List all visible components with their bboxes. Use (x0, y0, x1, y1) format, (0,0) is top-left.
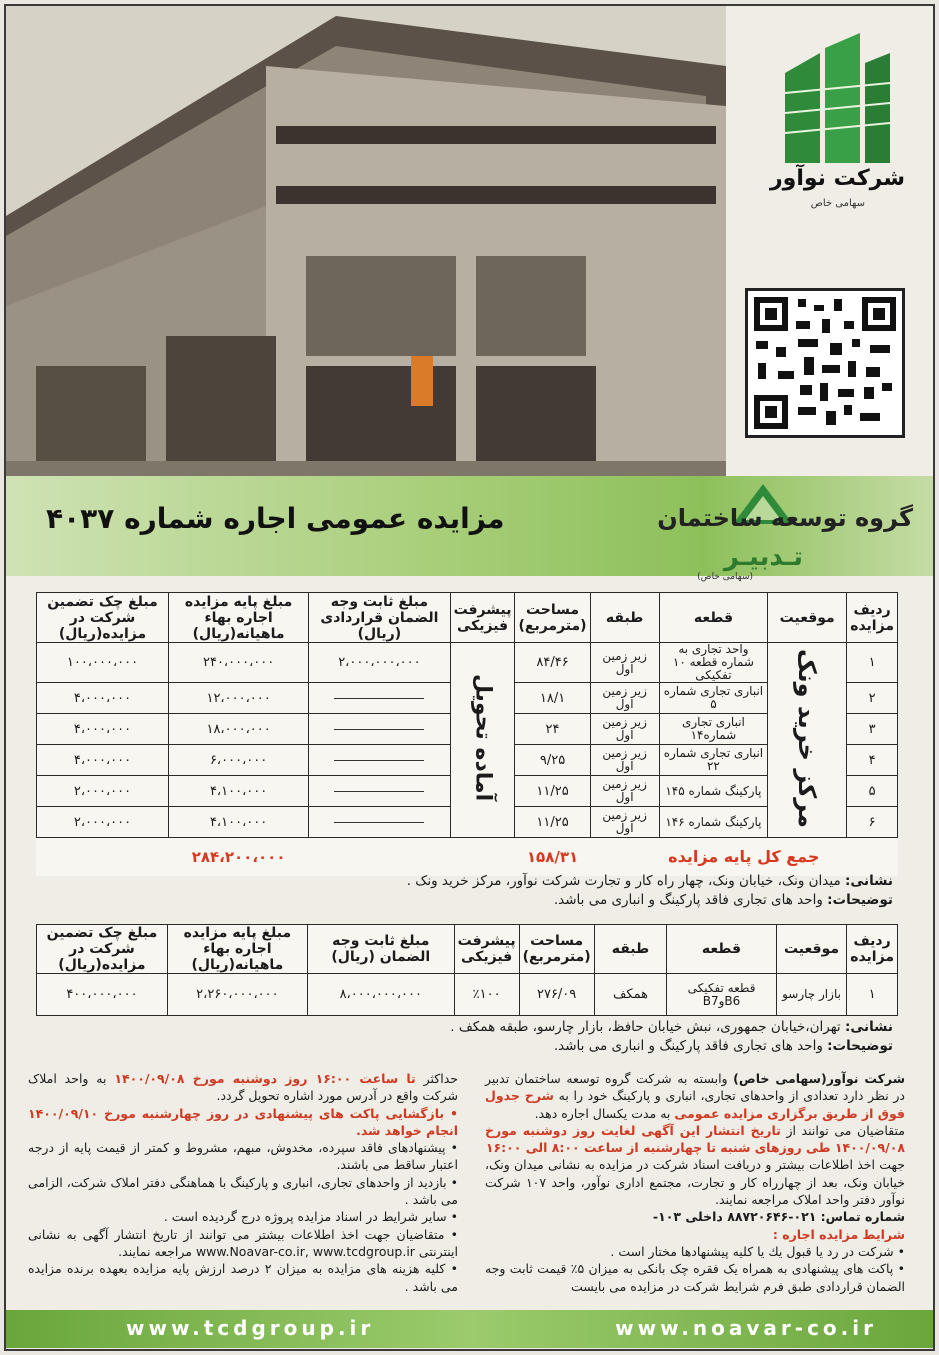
empty-cell (309, 838, 450, 876)
floor-cell: زیر زمین اول (590, 776, 659, 807)
intro-highlight: شرح جدول فوق از طریق برگزاری مزایده عمومی (485, 1088, 905, 1121)
floor-cell: همکف (594, 974, 667, 1016)
col-header: مبلغ ثابت وجه الضمان قراردادی (ریال) (309, 593, 450, 643)
col-header: پیشرفت فیزیکی (450, 593, 515, 643)
phone-line: شماره تماس: ۰۲۱-۸۸۷۲۰۶۴۶ داخلی ۱۰۳- (652, 1209, 905, 1225)
col-header: موقعیت (776, 925, 846, 974)
address-text: میدان ونک، خیابان ونک، چهار راه کار و تجارت شرکت نوآور، مرکز خرید ونک . (406, 873, 841, 889)
table-row (37, 974, 898, 1016)
deadline-end: به واحد املاک شرکت واقع در آدرس مورد اشاره تحویل گردد. (28, 1071, 458, 1104)
condition-item: • بازگشایی پاکت های پیشنهادی در روز چهارشنبه مورخ ۱۴۰۰/۰۹/۱۰ انجام خواهد شد. (28, 1105, 458, 1140)
description-text: واحد های تجاری فاقد پارکینگ و انباری می باشد. (553, 892, 823, 908)
condition-item: • متقاضیان جهت اخذ اطلاعات بیشتر می توانند از تاریخ انتشار آگهی به نشانی اینترنتی www.Noavar-co.ir, www.tcdgroup.ir مراجعه نمایند. (28, 1226, 458, 1261)
location-cell: بازار چارسو (776, 974, 846, 1016)
check-amount-cell: ۴،۰۰۰،۰۰۰ (37, 683, 169, 714)
floor-cell: زیر زمین اول (590, 807, 659, 838)
description-label: توضیحات: (827, 892, 893, 908)
total-row (37, 838, 898, 876)
deadline-text: حداکثر (415, 1071, 458, 1086)
group-title: گروه توسعه ساختمان (657, 504, 913, 532)
schedule-highlight: تاریخ انتشار این آگهی لغایت روز دوشنبه مورخ ۱۴۰۰/۰۹/۰۸ طی روزهای شنبه تا چهارشنبه از ساعت ۸:۰۰ الی ۱۶:۰۰ (485, 1122, 905, 1156)
base-price-cell: ۴،۱۰۰،۰۰۰ (168, 776, 308, 807)
empty-dash (334, 729, 424, 730)
check-amount-cell: ۲،۰۰۰،۰۰۰ (37, 807, 169, 838)
col-header: قطعه (659, 593, 768, 643)
conditions-right-column (485, 1070, 905, 1295)
deadline-highlight: تا ساعت ۱۶:۰۰ روز دوشنبه مورخ ۱۴۰۰/۰۹/۰۸ (114, 1071, 416, 1086)
floor-cell: زیر زمین اول (590, 643, 659, 683)
condition-item: • کلیه هزینه های مزایده به میزان ۲ درصد ارزش پایه مزایده بعهده برنده مزایده می باشد . (28, 1260, 458, 1295)
area-cell: ۸۴/۴۶ (515, 643, 590, 683)
condition-item: • شرکت در رد یا قبول یك یا کلیه پیشنهادها مختار است . (485, 1243, 905, 1260)
location-text: مرکز خرید ونک (793, 648, 822, 828)
company-logo-icon (775, 28, 895, 178)
progress-cell: ٪۱۰۰ (454, 974, 519, 1016)
col-header: مبلغ ثابت وجه الضمان (ریال) (307, 925, 454, 974)
empty-cell (37, 838, 169, 876)
col-header: ردیف مزایده (847, 593, 898, 643)
col-header: پیشرفت فیزیکی (454, 925, 519, 974)
conditions-title: شرایط مزایده اجاره : (772, 1226, 905, 1242)
schedule-paragraph (485, 1122, 905, 1157)
base-price-cell: ۶،۰۰۰،۰۰۰ (168, 745, 308, 776)
vanak-notes (407, 872, 893, 910)
qr-code-icon (745, 288, 905, 438)
check-amount-cell: ۲،۰۰۰،۰۰۰ (37, 776, 169, 807)
conditions-left-column (28, 1070, 458, 1295)
progress-text: آماده تحویل (470, 674, 496, 802)
area-cell: ۱۸/۱ (515, 683, 590, 714)
unit-cell: پارکینگ شماره ۱۴۶ (659, 807, 768, 838)
auction-table-vanak (36, 592, 898, 876)
row-number: ۴ (847, 745, 898, 776)
base-price-cell: ۲۴۰،۰۰۰،۰۰۰ (168, 643, 308, 683)
auction-table-charsou (36, 924, 898, 1016)
col-header: مبلغ پایه مزایده اجاره بهاء ماهیانه(ریال) (168, 593, 308, 643)
deadline-paragraph (28, 1070, 458, 1105)
table-row (37, 643, 898, 683)
company-bold: شرکت نوآور(سهامی خاص) (733, 1071, 905, 1086)
footer-url-tcdgroup[interactable]: www.tcdgroup.ir (126, 1316, 375, 1340)
col-header: مبلغ چک تضمین شرکت در مزایده(ریال) (37, 593, 169, 643)
empty-dash (334, 698, 424, 699)
building-photo (6, 6, 726, 486)
intro-text: وابسته به شرکت گروه توسعه ساختمان تدبیر در نظر دارد تعدادی از واحدهای تجاری، انباری و پارکینگ خود را به (485, 1071, 905, 1104)
area-cell: ۹/۲۵ (515, 745, 590, 776)
check-amount-cell: ۱۰۰،۰۰۰،۰۰۰ (37, 643, 169, 683)
area-cell: ۱۱/۲۵ (515, 776, 590, 807)
col-header: طبقه (594, 925, 667, 974)
col-header: طبقه (590, 593, 659, 643)
deposit-cell (309, 776, 450, 807)
unit-cell: انباری تجاری شماره ۵ (659, 683, 768, 714)
area-cell: ۲۴ (515, 714, 590, 745)
deposit-cell (309, 714, 450, 745)
col-header: مبلغ پایه مزایده اجاره بهاء ماهیانه(ریال) (167, 925, 307, 974)
row-number: ۶ (847, 807, 898, 838)
footer-url-noavar[interactable]: www.noavar-co.ir (615, 1316, 877, 1340)
company-type: سهامی خاص (810, 198, 865, 209)
address-label: نشانی: (844, 873, 893, 889)
row-number: ۲ (847, 683, 898, 714)
empty-dash (334, 791, 424, 792)
deposit-cell (309, 807, 450, 838)
col-header: ردیف مزایده (847, 925, 898, 974)
table-header-row (37, 925, 898, 974)
empty-cell (450, 838, 515, 876)
check-amount-cell: ۴،۰۰۰،۰۰۰ (37, 745, 169, 776)
empty-dash (334, 822, 424, 823)
col-header: قطعه (667, 925, 777, 974)
col-header: مبلغ چک تضمین شرکت در مزایده(ریال) (37, 925, 168, 974)
description-label: توضیحات: (827, 1038, 893, 1054)
total-area: ۱۵۸/۳۱ (515, 838, 590, 876)
row-number: ۱ (847, 643, 898, 683)
deposit-cell (309, 745, 450, 776)
location-cell (768, 643, 847, 838)
condition-item: • سایر شرایط در اسناد مزایده پروژه درج گردیده است . (28, 1208, 458, 1225)
condition-item: • پاکت های پیشنهادی به همراه یک فقره چک بانکی به میزان ۵٪ قیمت ثابت وجه الضمان قراردادی طبق فرم شرایط شرکت در مزایده می بایست (485, 1260, 905, 1295)
check-amount-cell: ۴۰۰،۰۰۰،۰۰۰ (37, 974, 168, 1016)
deposit-cell: ۸،۰۰۰،۰۰۰،۰۰۰ (307, 974, 454, 1016)
unit-cell: واحد تجاری به شماره قطعه ۱۰ تفکیکی (659, 643, 768, 683)
condition-item: • پیشنهادهای فاقد سپرده، مخدوش، مبهم، مشروط و کمتر از قیمت پایه از درجه اعتبار ساقط می باشند. (28, 1139, 458, 1174)
empty-dash (334, 760, 424, 761)
unit-cell: انباری تجاری شماره ۲۲ (659, 745, 768, 776)
floor-cell: زیر زمین اول (590, 714, 659, 745)
base-price-cell: ۲،۲۶۰،۰۰۰،۰۰۰ (167, 974, 307, 1016)
area-cell: ۱۱/۲۵ (515, 807, 590, 838)
advertisement-page (4, 4, 935, 1351)
row-number: ۱ (847, 974, 898, 1016)
auction-title: مزایده عمومی اجاره شماره ۴۰۳۷ (46, 502, 505, 535)
info-paragraph: جهت اخذ اطلاعات بیشتر و دریافت اسناد شرکت در مزایده به نشانی میدان ونک، خیابان ونک، بعد از چهارراه کار و تجارت، مجتمع اداری نوآور، واحد ۱۰۷ شرکت نوآور دفتر واحد املاک مراجعه نمایند. (485, 1157, 905, 1208)
tadbir-logo-text: تـدبیـر (723, 542, 803, 572)
base-price-cell: ۱۸،۰۰۰،۰۰۰ (168, 714, 308, 745)
unit-cell: پارکینگ شماره ۱۴۵ (659, 776, 768, 807)
address-text: تهران،خیابان جمهوری، نبش خیابان حافظ، بازار چارسو، طبقه همکف . (450, 1019, 841, 1035)
company-name: شرکت نوآور (770, 166, 905, 191)
condition-item: • بازدید از واحدهای تجاری، انباری و پارکینگ با هماهنگی دفتر املاک شرکت، الزامی می باشد . (28, 1174, 458, 1209)
check-amount-cell: ۴،۰۰۰،۰۰۰ (37, 714, 169, 745)
base-price-cell: ۱۲،۰۰۰،۰۰۰ (168, 683, 308, 714)
total-base-price: ۲۸۴،۲۰۰،۰۰۰ (168, 838, 308, 876)
intro-end: به مدت یکسال اجاره دهد. (534, 1105, 675, 1121)
col-header: مساحت (مترمربع) (515, 593, 590, 643)
schedule-text: متقاضیان می توانند از (780, 1122, 905, 1138)
row-number: ۵ (847, 776, 898, 807)
deposit-cell: ۲،۰۰۰،۰۰۰،۰۰۰ (309, 643, 450, 683)
area-cell: ۲۷۶/۰۹ (519, 974, 594, 1016)
tadbir-sub: (سهامی خاص) (697, 572, 753, 582)
unit-cell: انباری تجاری شماره۱۴ (659, 714, 768, 745)
col-header: مساحت (مترمربع) (519, 925, 594, 974)
floor-cell: زیر زمین اول (590, 683, 659, 714)
description-text: واحد های تجاری فاقد پارکینگ و انباری می باشد. (553, 1038, 823, 1054)
total-label: جمع کل پایه مزایده (590, 838, 897, 876)
progress-cell (450, 643, 515, 838)
footer-band (6, 1310, 935, 1348)
table-header-row (37, 593, 898, 643)
row-number: ۳ (847, 714, 898, 745)
floor-cell: زیر زمین اول (590, 745, 659, 776)
base-price-cell: ۴،۱۰۰،۰۰۰ (168, 807, 308, 838)
unit-cell: قطعه تفکیکی B6وB7 (667, 974, 777, 1016)
address-label: نشانی: (844, 1019, 893, 1035)
col-header: موقعیت (768, 593, 847, 643)
group-brand (653, 484, 913, 584)
deposit-cell (309, 683, 450, 714)
charsou-notes (450, 1018, 893, 1056)
intro-paragraph (485, 1070, 905, 1122)
company-brand (725, 28, 925, 218)
